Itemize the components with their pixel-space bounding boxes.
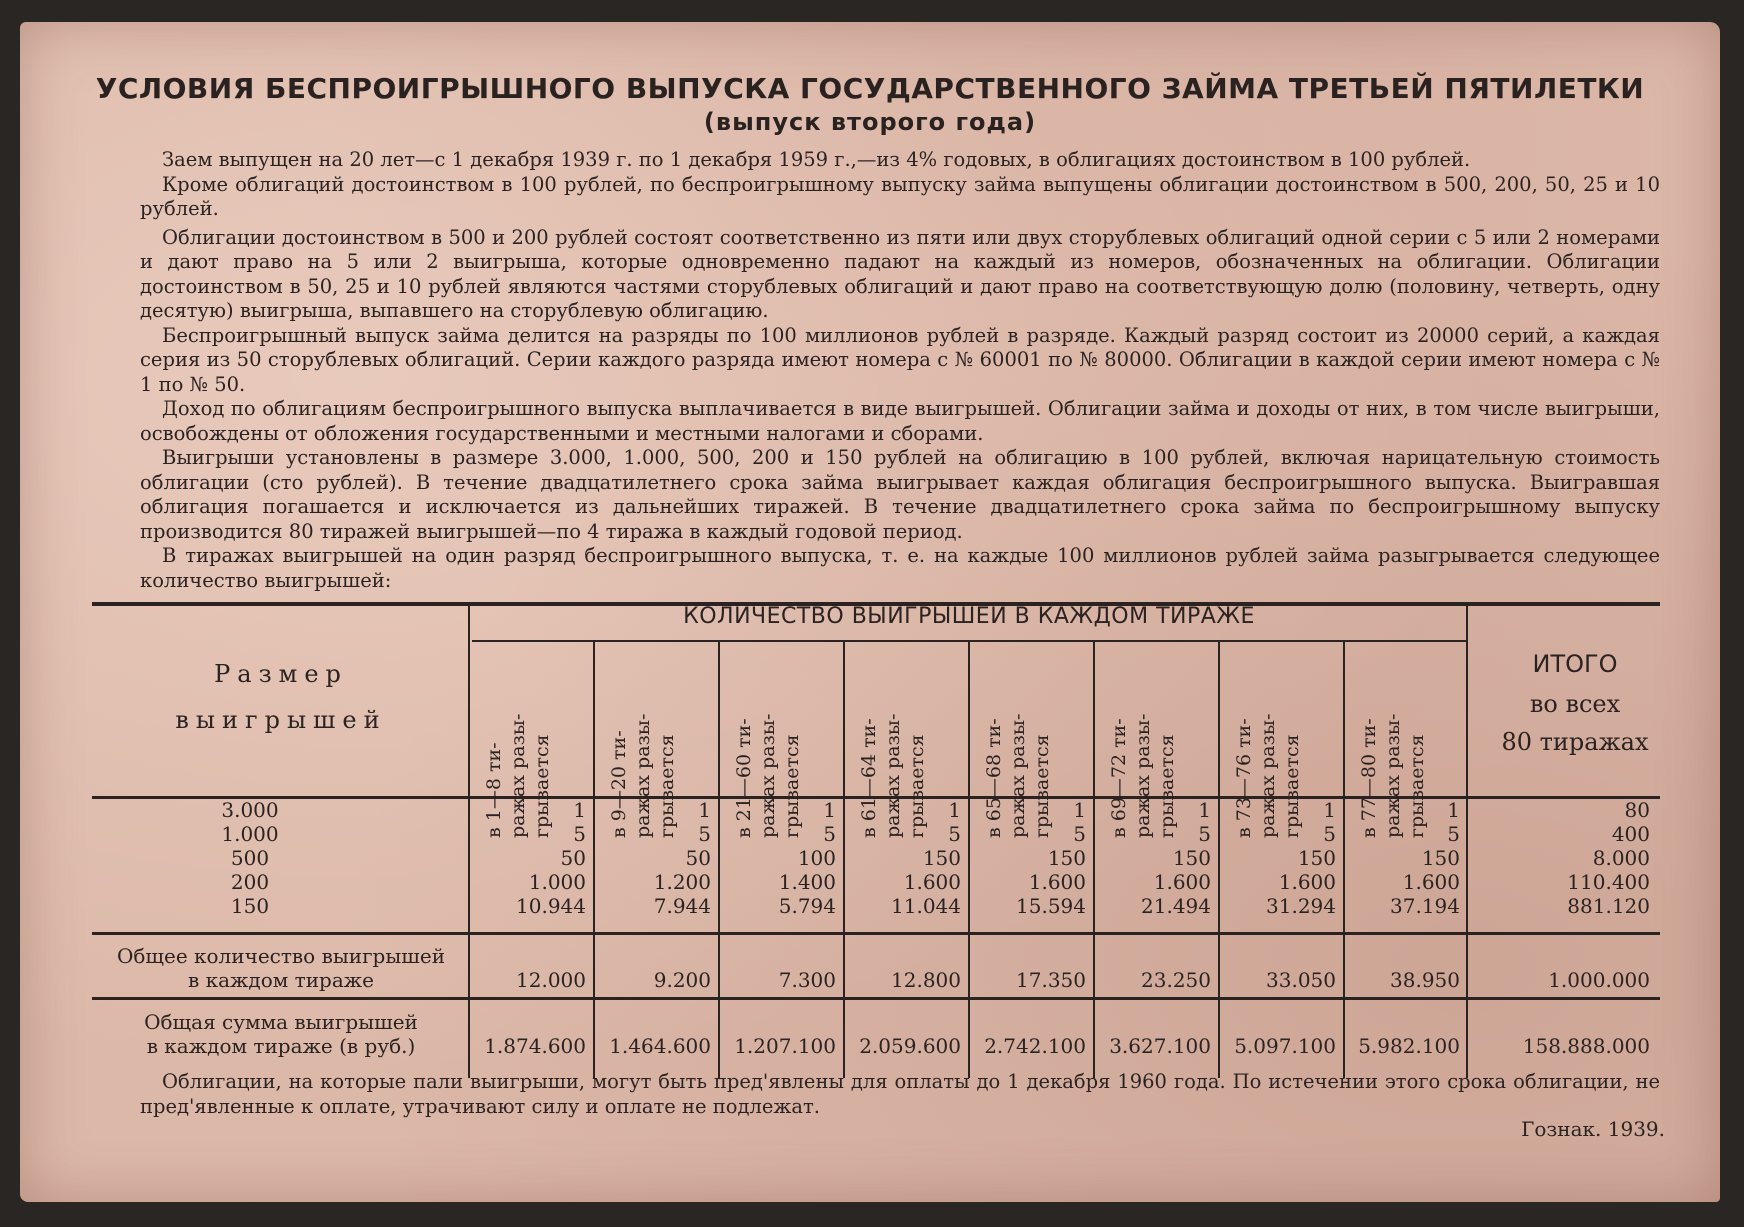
document-subtitle: (выпуск второго года) xyxy=(703,108,1037,136)
table-cell: 1.600 xyxy=(1028,870,1086,894)
column-header-line: грывается xyxy=(1156,734,1178,838)
table-cell: 15.594 xyxy=(1016,894,1086,918)
values-bottom-rule xyxy=(92,932,1660,935)
table-cell: 150 xyxy=(922,846,961,870)
table-cell: 5 xyxy=(573,822,586,846)
total-header: ИТОГО xyxy=(1532,650,1618,678)
count-cell: 12.800 xyxy=(891,968,961,992)
total-cell: 8.000 xyxy=(1592,846,1650,870)
count-cell: 23.250 xyxy=(1141,968,1211,992)
column-header-line: в 77—80 ти- xyxy=(1358,718,1380,838)
redemption-note: Облигации, на которые пали выигрыши, могут быть пред'явлены для оплаты до 1 декабря 1960 года. По истечении этого срока облигации, не пред'явленные к оплате, утрачивают силу и оплате не подлежат. xyxy=(140,1070,1660,1118)
table-cell: 1 xyxy=(948,798,961,822)
printer-imprint: Гознак. 1939. xyxy=(1521,1117,1665,1141)
paragraph-income: Доход по облигациям беспроигрышного выпуска выплачивается в виде выигрышей. Облигации займа и доходы от них, в том числе выигрыши, освобождены от обложения государственными и местными налогами и сборами. xyxy=(140,397,1660,445)
table-cell: 5 xyxy=(698,822,711,846)
document-title: УСЛОВИЯ БЕСПРОИГРЫШНОГО ВЫПУСКА ГОСУДАРСТВЕННОГО ЗАЙМА ТРЕТЬЕЙ ПЯТИЛЕТКИ xyxy=(95,72,1645,105)
column-header-line: ражах разы- xyxy=(1007,713,1029,838)
table-cell: 1 xyxy=(823,798,836,822)
count-row-bottom-rule xyxy=(92,997,1660,1000)
column-header-line: грывается xyxy=(656,734,678,838)
column-header-line: ражах разы- xyxy=(507,713,529,838)
prize-size-cell: 3.000 xyxy=(221,798,279,822)
paragraph-series: Беспроигрышный выпуск займа делится на разряды по 100 миллионов рублей в разряде. Каждый разряд состоит из 20000 серий, а каждая серия из 50 сторублевых облигаций. Серии каждого разряда имеют номера с № 60001 по № 80000. Облигации в каждой серии имеют номера с № 1 по № 50. xyxy=(140,323,1660,396)
column-header-line: грывается xyxy=(531,734,553,838)
table-cell: 150 xyxy=(1047,846,1086,870)
sum-cell: 3.627.100 xyxy=(1109,1034,1211,1058)
table-cell: 5 xyxy=(1073,822,1086,846)
total-header: 80 тиражах xyxy=(1501,728,1649,756)
column-header-line: грывается xyxy=(1281,734,1303,838)
table-cell: 50 xyxy=(560,846,586,870)
table-cell: 1.600 xyxy=(1153,870,1211,894)
table-cell: 1.600 xyxy=(1278,870,1336,894)
table-cell: 1 xyxy=(1073,798,1086,822)
column-header-line: ражах разы- xyxy=(757,713,779,838)
column-header-line: грывается xyxy=(781,734,803,838)
sum-total-cell: 158.888.000 xyxy=(1522,1034,1650,1058)
conditions-text xyxy=(140,148,1660,593)
column-header-line: ражах разы- xyxy=(882,713,904,838)
paragraph-composition: Облигации достоинством в 500 и 200 рублей состоят соответственно из пяти или двух сторублевых облигаций одной серии с 5 или 2 номерами и дают право на 5 или 2 выигрыша, которые одновременно падают на каждый из номеров, обозначенных на облигации. Облигации достоинством в 50, 25 и 10 рублей являются частями сторублевых облигаций и дают право на соответствующую долю (половину, четверть, одну десятую) выигрыша, выпавшего на сторублевую облигацию. xyxy=(140,225,1660,322)
paragraph-denominations: Кроме облигаций достоинством в 100 рублей, по беспроигрышному выпуску займа выпущены облигации достоинством в 500, 200, 50, 25 и 10 рублей. xyxy=(140,172,1660,220)
total-cell: 80 xyxy=(1624,798,1650,822)
column-header-line: грывается xyxy=(1406,734,1428,838)
table-cell: 1.600 xyxy=(903,870,961,894)
footer-text xyxy=(140,1070,1660,1119)
sum-cell: 1.207.100 xyxy=(734,1034,836,1058)
group-header: КОЛИЧЕСТВО ВЫИГРЫШЕЙ В КАЖДОМ ТИРАЖЕ xyxy=(683,604,1255,629)
prize-size-cell: 500 xyxy=(230,846,270,870)
sum-cell: 1.874.600 xyxy=(484,1034,586,1058)
paragraph-term: Заем выпущен на 20 лет—с 1 декабря 1939 г. по 1 декабря 1959 г.,—из 4% годовых, в облигациях достоинством в 100 рублей. xyxy=(162,148,1471,171)
column-header-line: ражах разы- xyxy=(1382,713,1404,838)
count-cell: 33.050 xyxy=(1266,968,1336,992)
total-cell: 110.400 xyxy=(1567,870,1650,894)
table-cell: 100 xyxy=(797,846,836,870)
column-header-line: в 21—60 ти- xyxy=(733,718,755,838)
sum-cell: 1.464.600 xyxy=(609,1034,711,1058)
table-cell: 5 xyxy=(1198,822,1211,846)
table-cell: 5.794 xyxy=(778,894,836,918)
bond-reverse-sheet xyxy=(20,22,1720,1202)
table-cell: 21.494 xyxy=(1141,894,1211,918)
table-cell: 11.044 xyxy=(891,894,961,918)
column-header-line: в 65—68 ти- xyxy=(983,718,1005,838)
column-header-line: грывается xyxy=(1031,734,1053,838)
table-cell: 50 xyxy=(685,846,711,870)
table-cell: 1.600 xyxy=(1402,870,1460,894)
prize-size-cell: 150 xyxy=(230,894,270,918)
paragraph-distribution-intro: В тиражах выигрышей на один разряд беспроигрышного выпуска, т. е. на каждые 100 миллионов рублей займа разыгрывается следующее количество выигрышей: xyxy=(140,544,1660,592)
table-cell: 1.200 xyxy=(653,870,711,894)
sum-cell: 2.742.100 xyxy=(984,1034,1086,1058)
paragraph-prizes: Выигрыши установлены в размере 3.000, 1.000, 500, 200 и 150 рублей на облигацию в 100 рублей, включая нарицательную стоимость облигации (сто рублей). В течение двадцатилетнего срока займа выигрывает каждая облигация беспроигрышного выпуска. Выигравшая облигация погашается и исключается из дальнейших тиражей. В течение двадцатилетнего срока займа по беспроигрышному выпуску производится 80 тиражей выигрышей—по 4 тиража в каждый годовой период. xyxy=(140,446,1660,543)
table-cell: 1 xyxy=(1323,798,1336,822)
table-cell: 1.400 xyxy=(778,870,836,894)
table-cell: 7.944 xyxy=(653,894,711,918)
count-row-label: Общее количество выигрышей xyxy=(116,944,446,968)
column-header-line: в 69—72 ти- xyxy=(1108,718,1130,838)
column-header-line: ражах разы- xyxy=(632,713,654,838)
total-header: во всех xyxy=(1529,690,1621,718)
table-cell: 1.000 xyxy=(528,870,586,894)
count-cell: 9.200 xyxy=(653,968,711,992)
table-cell: 5 xyxy=(948,822,961,846)
column-header-line: ражах разы- xyxy=(1132,713,1154,838)
count-cell: 7.300 xyxy=(778,968,836,992)
table-cell: 150 xyxy=(1172,846,1211,870)
count-cell: 17.350 xyxy=(1016,968,1086,992)
table-cell: 5 xyxy=(1323,822,1336,846)
count-cell: 12.000 xyxy=(516,968,586,992)
table-cell: 37.194 xyxy=(1390,894,1460,918)
total-cell: 400 xyxy=(1611,822,1650,846)
sum-row-label: в каждом тираже (в руб.) xyxy=(146,1034,416,1058)
prize-size-cell: 1.000 xyxy=(221,822,279,846)
size-header: Размер xyxy=(214,660,348,688)
column-header-line: грывается xyxy=(906,734,928,838)
column-header-line: в 61—64 ти- xyxy=(858,718,880,838)
column-header-line: ражах разы- xyxy=(1257,713,1279,838)
prize-size-cell: 200 xyxy=(230,870,270,894)
table-cell: 150 xyxy=(1421,846,1460,870)
sum-row-label: Общая сумма выигрышей xyxy=(144,1010,418,1034)
count-row-label: в каждом тираже xyxy=(187,968,375,992)
count-total-cell: 1.000.000 xyxy=(1548,968,1650,992)
table-cell: 1 xyxy=(1447,798,1460,822)
table-cell: 1 xyxy=(698,798,711,822)
column-header-line: в 73—76 ти- xyxy=(1233,718,1255,838)
column-header-line: в 9—20 ти- xyxy=(608,730,630,838)
total-cell: 881.120 xyxy=(1567,894,1650,918)
table-cell: 31.294 xyxy=(1266,894,1336,918)
size-header: выигрышей xyxy=(175,706,387,734)
sum-cell: 5.097.100 xyxy=(1234,1034,1336,1058)
sum-cell: 2.059.600 xyxy=(859,1034,961,1058)
table-cell: 1 xyxy=(1198,798,1211,822)
table-cell: 150 xyxy=(1297,846,1336,870)
column-header-line: в 1—8 ти- xyxy=(483,742,505,838)
count-cell: 38.950 xyxy=(1390,968,1460,992)
sum-cell: 5.982.100 xyxy=(1358,1034,1460,1058)
table-cell: 1 xyxy=(573,798,586,822)
table-cell: 5 xyxy=(823,822,836,846)
table-cell: 10.944 xyxy=(516,894,586,918)
table-cell: 5 xyxy=(1447,822,1460,846)
